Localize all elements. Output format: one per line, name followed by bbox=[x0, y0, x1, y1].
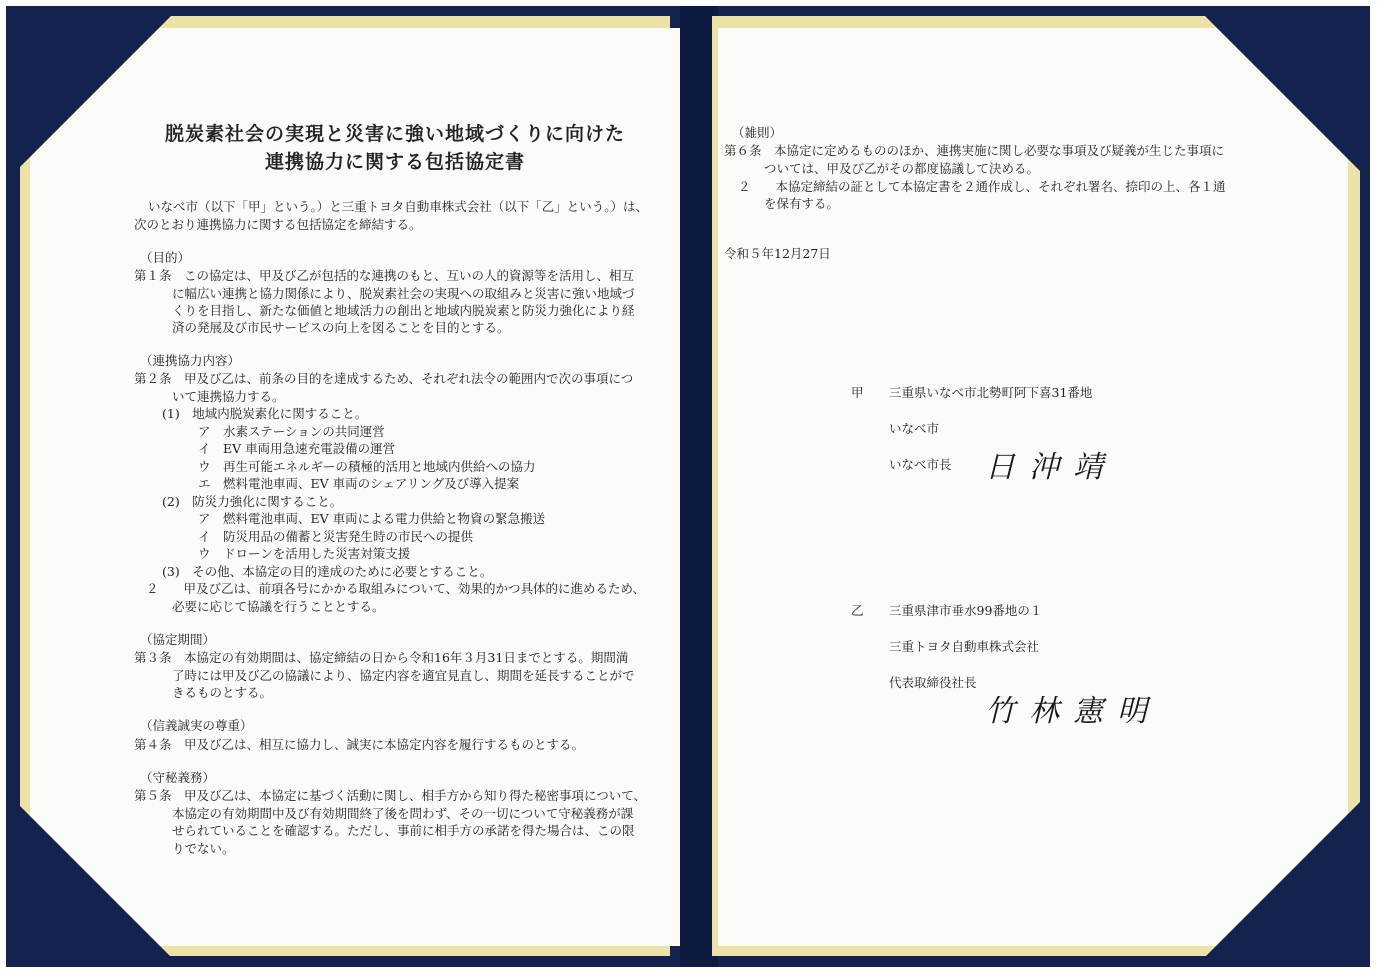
party-a-role: いなべ市長 bbox=[889, 457, 952, 472]
article-text: ついては、甲及び乙がその都度協議して決める。 bbox=[764, 161, 1040, 176]
article-text: 第３条 本協定の有効期間は、協定締結の日から令和16年３月31日までとする。期間満 bbox=[134, 650, 629, 665]
article-text: 第１条 この協定は、甲及び乙が包括的な連携のもと、互いの人的資源等を活用し、相互 bbox=[134, 268, 635, 283]
article-subitem: エ 燃料電池車両、EV 車両のシェアリング及び導入提案 bbox=[198, 476, 520, 491]
article-subitem: イ 防災用品の備蓄と災害発生時の市民への提供 bbox=[198, 529, 474, 544]
party-a-signature: 日沖靖 bbox=[985, 450, 1117, 485]
article-subitem: ア 燃料電池車両、EV 車両による電力供給と物資の緊急搬送 bbox=[198, 511, 546, 526]
article-text: いて連携協力する。 bbox=[172, 389, 285, 404]
article-item: (1) 地域内脱炭素化に関すること。 bbox=[162, 406, 368, 421]
article-subitem: ア 水素ステーションの共同運営 bbox=[198, 424, 385, 439]
article-subitem: イ EV 車両用急速充電設備の運営 bbox=[198, 441, 396, 456]
article-text: ２ 本協定締結の証として本協定書を２通作成し、それぞれ署名、捺印の上、各１通 bbox=[738, 179, 1226, 194]
article-heading: （協定期間） bbox=[140, 632, 216, 647]
agreement-date: 令和５年12月27日 bbox=[724, 246, 831, 261]
party-a-org: いなべ市 bbox=[889, 421, 940, 436]
party-a-address: 三重県いなべ市北勢町阿下喜31番地 bbox=[889, 385, 1093, 400]
article-text: 済の発展及び市民サービスの向上を図ることを目的とする。 bbox=[172, 320, 510, 335]
article-text: りでない。 bbox=[172, 841, 235, 856]
document-title-line2: 連携協力に関する包括協定書 bbox=[264, 151, 525, 173]
article-item: (3) その他、本協定の目的達成のために必要とすること。 bbox=[162, 564, 493, 579]
article-text: せられていることを確認する。ただし、事前に相手方の承諾を得た場合は、この限 bbox=[172, 823, 635, 838]
article-text: 第２条 甲及び乙は、前条の目的を達成するため、それぞれ法令の範囲内で次の事項につ bbox=[134, 371, 634, 386]
intro-line: 次のとおり連携協力に関する包括協定を締結する。 bbox=[134, 217, 422, 232]
intro-line: いなべ市（以下「甲」という。）と三重トヨタ自動車株式会社（以下「乙」という。）は、 bbox=[148, 199, 649, 214]
party-b-address: 三重県津市垂水99番地の１ bbox=[889, 603, 1043, 618]
party-b-org: 三重トヨタ自動車株式会社 bbox=[889, 639, 1040, 654]
article-heading: （信義誠実の尊重） bbox=[140, 718, 253, 733]
article-item: (2) 防災力強化に関すること。 bbox=[162, 494, 343, 509]
article-text: ２ 甲及び乙は、前項各号にかかる取組みについて、効果的かつ具体的に進めるため、 bbox=[146, 581, 646, 596]
article-text: 第４条 甲及び乙は、相互に協力し、誠実に本協定内容を履行するものとする。 bbox=[134, 737, 585, 752]
article-heading: （目的） bbox=[140, 250, 191, 265]
article-heading: （雑則） bbox=[732, 125, 783, 140]
article-subitem: ウ 再生可能エネルギーの積極的活用と地域内供給への協力 bbox=[198, 459, 536, 474]
document-title-line1: 脱炭素社会の実現と災害に強い地域づくりに向けた bbox=[164, 123, 625, 145]
party-b-signature: 竹林憲明 bbox=[985, 694, 1161, 729]
article-text: くりを目指し、新たな価値と地域活力の創出と地域内脱炭素と防災力強化により経 bbox=[172, 303, 635, 318]
article-text: 第５条 甲及び乙は、本協定に基づく活動に関し、相手方から知り得た秘密事項について、 bbox=[134, 788, 647, 803]
article-text: きるものとする。 bbox=[172, 685, 273, 700]
article-heading: （守秘義務） bbox=[140, 770, 216, 785]
party-b-role: 代表取締役社長 bbox=[889, 675, 977, 690]
party-a-mark: 甲 bbox=[851, 385, 864, 400]
article-text: に幅広い連携と協力関係により、脱炭素社会の実現への取組みと災害に強い地域づ bbox=[172, 286, 635, 301]
article-heading: （連携協力内容） bbox=[140, 353, 241, 368]
article-text: 了時には甲及び乙の協議により、協定内容を適宜見直し、期間を延長することがで bbox=[172, 668, 635, 683]
article-subitem: ウ ドローンを活用した災害対策支援 bbox=[198, 546, 411, 561]
corner-pocket-bottom-right bbox=[1195, 792, 1370, 967]
party-b-mark: 乙 bbox=[851, 603, 864, 618]
article-text: 本協定の有効期間中及び有効期間終了後を問わず、その一切について守秘義務が課 bbox=[172, 806, 634, 821]
article-text: 必要に応じて協議を行うこととする。 bbox=[172, 599, 385, 614]
article-text: 第６条 本協定に定めるもののほか、連携実施に関し必要な事項及び疑義が生じた事項に bbox=[724, 143, 1225, 158]
corner-pocket-bottom-left bbox=[6, 792, 181, 967]
article-text: を保有する。 bbox=[764, 196, 840, 211]
